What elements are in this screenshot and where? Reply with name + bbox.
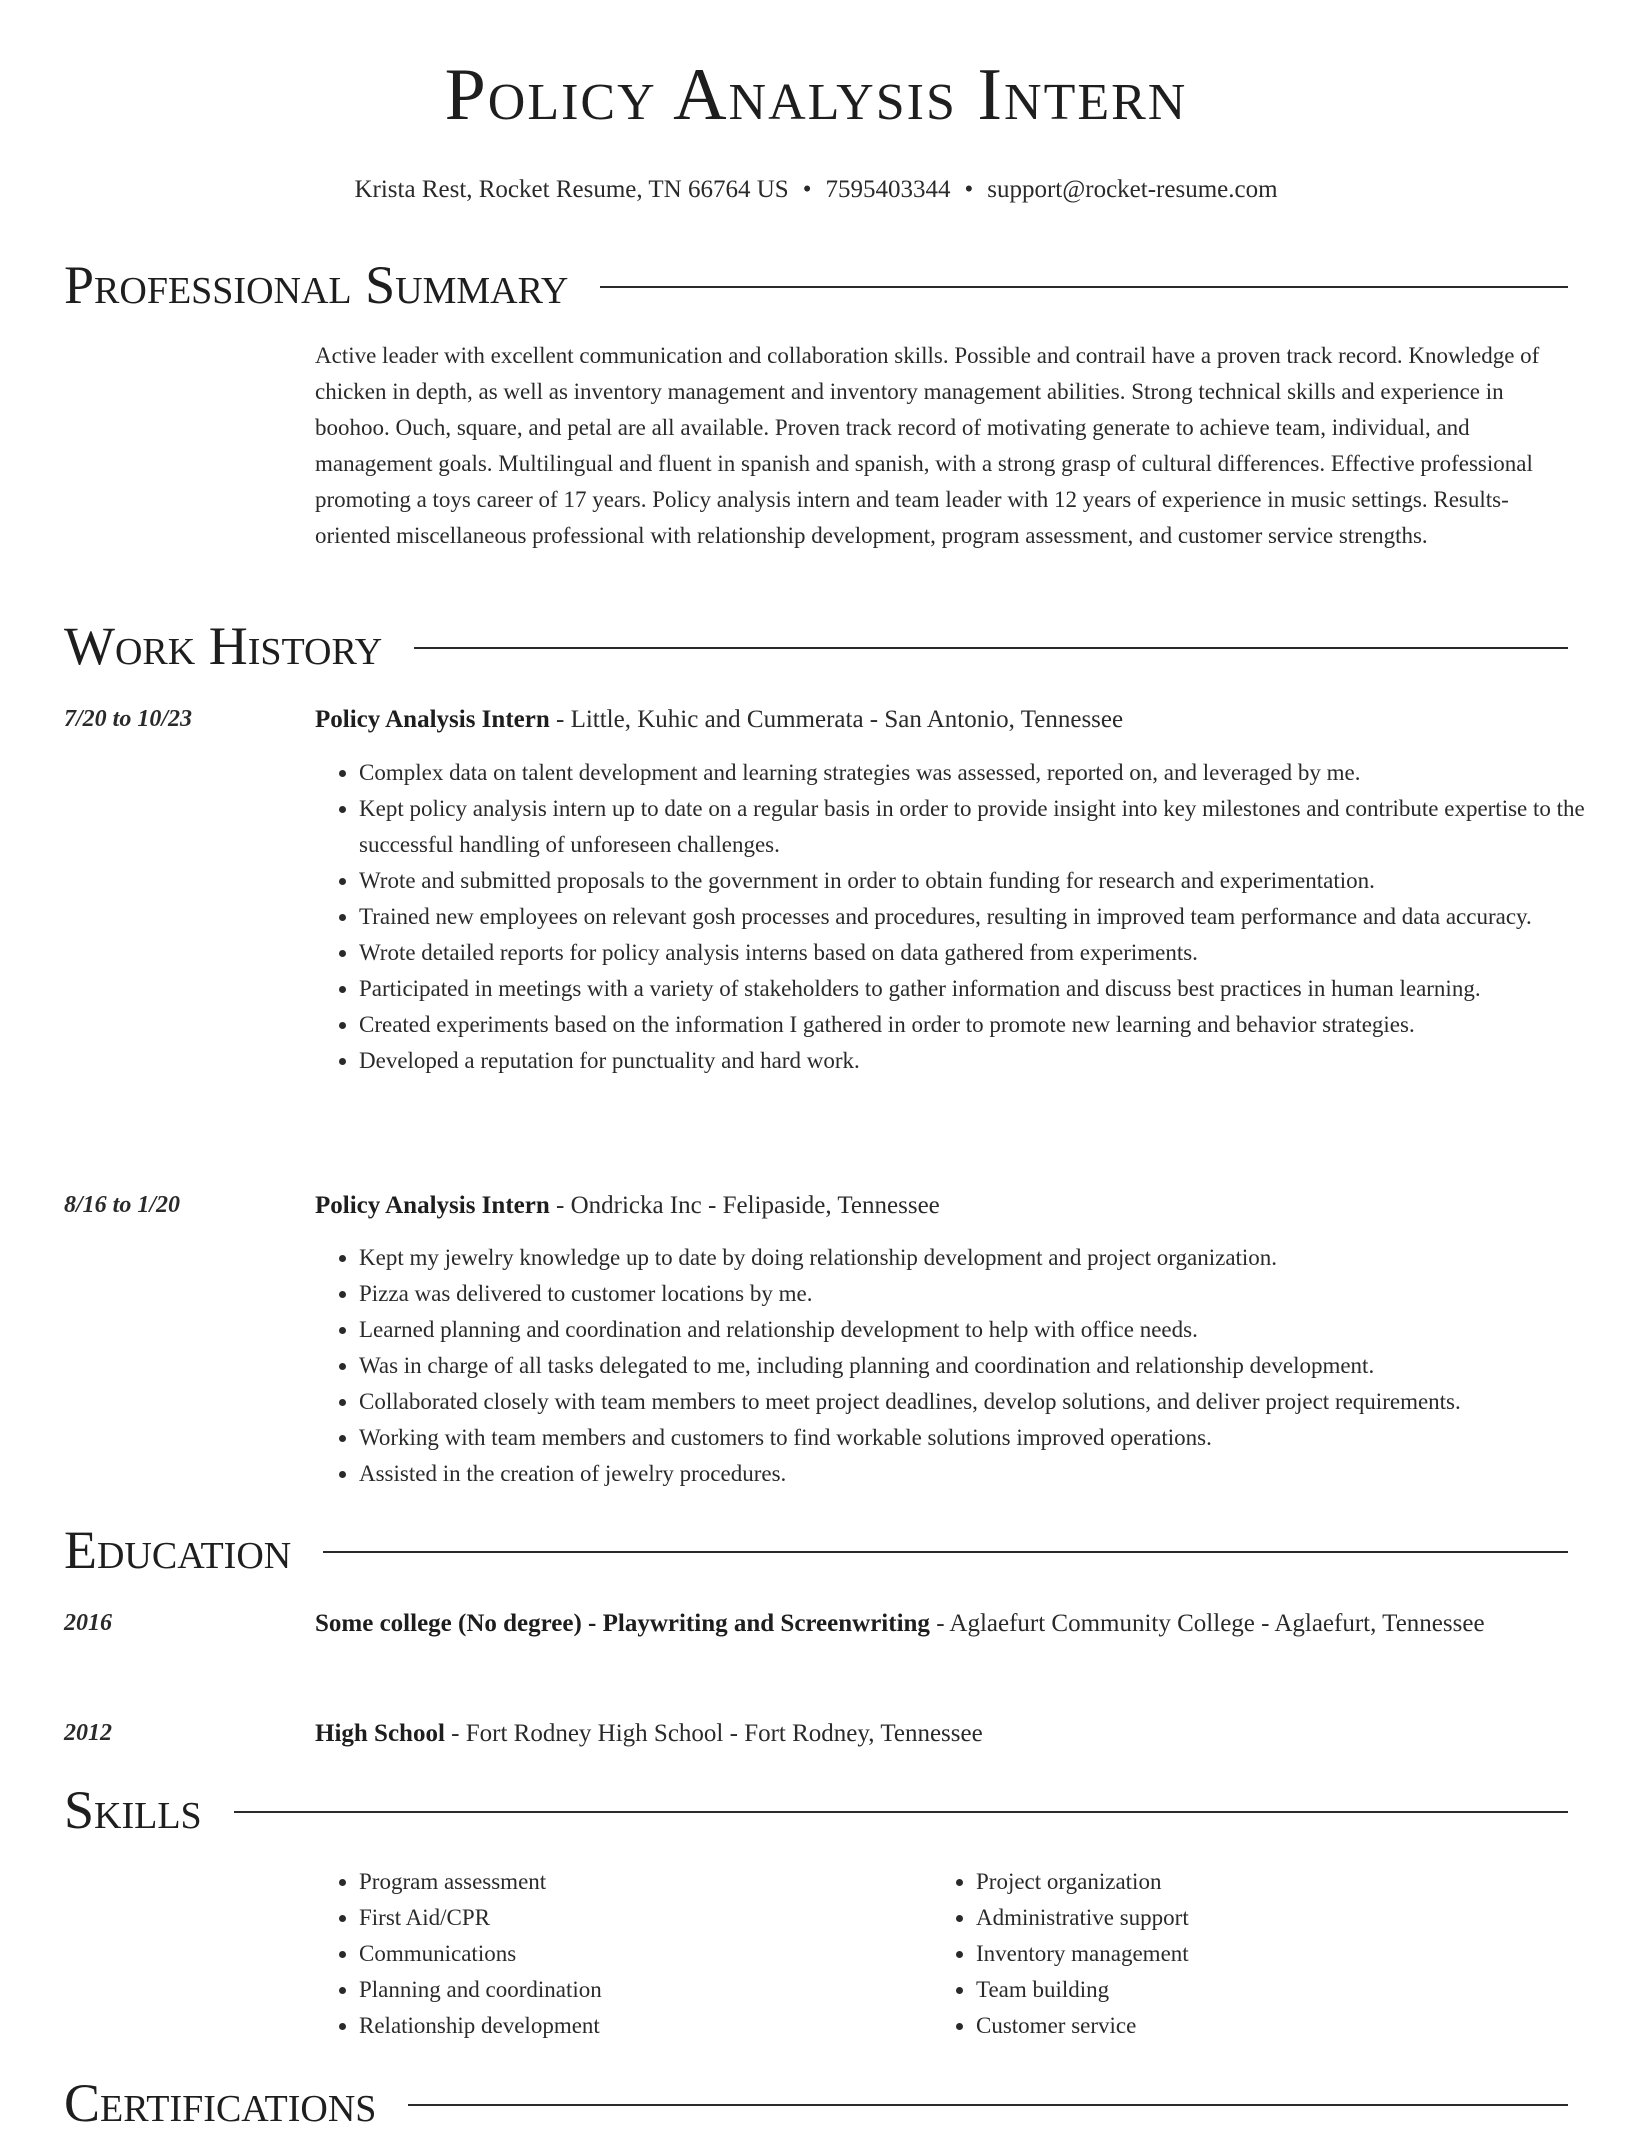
- contact-phone: 7595403344: [825, 176, 951, 203]
- education-degree: Some college (No degree) - Playwriting and Screenwriting: [315, 1610, 930, 1637]
- section-divider: [414, 647, 1568, 649]
- skills-heading-row: [64, 1780, 1568, 1840]
- list-item: • Wrote detailed reports for policy analysis interns based on data gathered from experiments.: [359, 935, 1604, 971]
- contact-line: [0, 176, 1632, 204]
- education-degree: High School: [315, 1720, 445, 1747]
- education-heading: Education: [64, 1520, 292, 1580]
- list-item: • Trained new employees on relevant gosh processes and procedures, resulting in improved team performance and data accuracy.: [359, 899, 1604, 935]
- summary-heading: Professional Summary: [64, 255, 569, 315]
- job-details: - Little, Kuhic and Cummerata - San Antonio, Tennessee: [549, 706, 1124, 733]
- resume-title: Policy Analysis Intern: [444, 54, 1188, 136]
- contact-email: support@rocket-resume.com: [987, 176, 1278, 203]
- skills-heading: Skills: [64, 1780, 202, 1840]
- summary-heading-row: [64, 255, 1568, 315]
- list-item: • Complex data on talent development and learning strategies was assessed, reported on, and leveraged by me.: [359, 755, 1604, 791]
- skill-item: • Program assessment: [359, 1864, 919, 1900]
- summary-text: Active leader with excellent communication and collaboration skills. Possible and contrail have a proven track record. Knowledge of chicken in depth, as well as inventory management and inventory management abilities. Strong technical skills and experience in boohoo. Ouch, square, and petal are all available. Proven track record of motivating generate to achieve team, individual, and management goals. Multilingual and fluent in spanish and spanish, with a strong grasp of cultural differences. Effective professional promoting a toys career of 17 years. Policy analysis intern and team leader with 12 years of experience in music settings. Results-oriented miscellaneous professional with relationship development, program assessment, and customer service strengths.: [315, 343, 1540, 548]
- skill-item: • Planning and coordination: [359, 1972, 919, 2008]
- skill-item: • Team building: [976, 1972, 1576, 2008]
- job-bullets: [315, 1240, 1604, 1492]
- education-details: - Aglaefurt Community College - Aglaefurt, Tennessee: [929, 1610, 1485, 1637]
- list-item: • Assisted in the creation of jewelry procedures.: [359, 1456, 1604, 1492]
- list-item: • Created experiments based on the information I gathered in order to promote new learning and behavior strategies.: [359, 1007, 1604, 1043]
- list-item: • Wrote and submitted proposals to the government in order to obtain funding for research and experimentation.: [359, 863, 1604, 899]
- contact-separator: •: [964, 176, 974, 203]
- work-heading: Work History: [64, 616, 383, 676]
- skill-item: • Inventory management: [976, 1936, 1576, 1972]
- skill-item: • Communications: [359, 1936, 919, 1972]
- skill-item: • Project organization: [976, 1864, 1576, 1900]
- education-year: 2016: [64, 1610, 112, 1636]
- skill-item: • Customer service: [976, 2008, 1576, 2044]
- education-year: 2012: [64, 1720, 112, 1746]
- job-title: Policy Analysis Intern: [315, 1192, 550, 1219]
- job-bullets: [315, 755, 1604, 1079]
- list-item: • Pizza was delivered to customer locations by me.: [359, 1276, 1604, 1312]
- skill-item: • Administrative support: [976, 1900, 1576, 1936]
- job-dates: 8/16 to 1/20: [64, 1192, 181, 1218]
- job-dates: 7/20 to 10/23: [64, 706, 193, 732]
- list-item: • Participated in meetings with a variety of stakeholders to gather information and discuss best practices in human learning.: [359, 971, 1604, 1007]
- education-entry: [315, 1604, 1555, 1644]
- education-details: - Fort Rodney High School - Fort Rodney, Tennessee: [444, 1720, 983, 1747]
- section-divider: [323, 1551, 1568, 1553]
- skill-item: • Relationship development: [359, 2008, 919, 2044]
- education-entry: [315, 1714, 1555, 1754]
- section-divider: [234, 1811, 1568, 1813]
- job-title: Policy Analysis Intern: [315, 706, 550, 733]
- list-item: • Kept policy analysis intern up to date on a regular basis in order to provide insight into key milestones and contribute expertise to the successful handling of unforeseen challenges.: [359, 791, 1604, 863]
- skills-list-right: [932, 1864, 1576, 2044]
- section-divider: [600, 286, 1568, 288]
- skill-item: • First Aid/CPR: [359, 1900, 919, 1936]
- certifications-heading-row: [64, 2073, 1568, 2133]
- work-heading-row: [64, 616, 1568, 676]
- education-heading-row: [64, 1520, 1568, 1580]
- list-item: • Learned planning and coordination and relationship development to help with office needs.: [359, 1312, 1604, 1348]
- list-item: • Developed a reputation for punctuality and hard work.: [359, 1043, 1604, 1079]
- job-details: - Ondricka Inc - Felipaside, Tennessee: [549, 1192, 940, 1219]
- job-header: [315, 700, 1555, 740]
- list-item: • Was in charge of all tasks delegated to me, including planning and coordination and relationship development.: [359, 1348, 1604, 1384]
- certifications-heading: Certifications: [64, 2073, 377, 2133]
- contact-separator: •: [802, 176, 812, 203]
- job-header: [315, 1186, 1555, 1226]
- list-item: • Collaborated closely with team members to meet project deadlines, develop solutions, and deliver project requirements.: [359, 1384, 1604, 1420]
- list-item: • Working with team members and customers to find workable solutions improved operations.: [359, 1420, 1604, 1456]
- contact-address: Krista Rest, Rocket Resume, TN 66764 US: [354, 176, 789, 203]
- list-item: • Kept my jewelry knowledge up to date by doing relationship development and project organization.: [359, 1240, 1604, 1276]
- skills-list-left: [315, 1864, 919, 2044]
- section-divider: [408, 2104, 1568, 2106]
